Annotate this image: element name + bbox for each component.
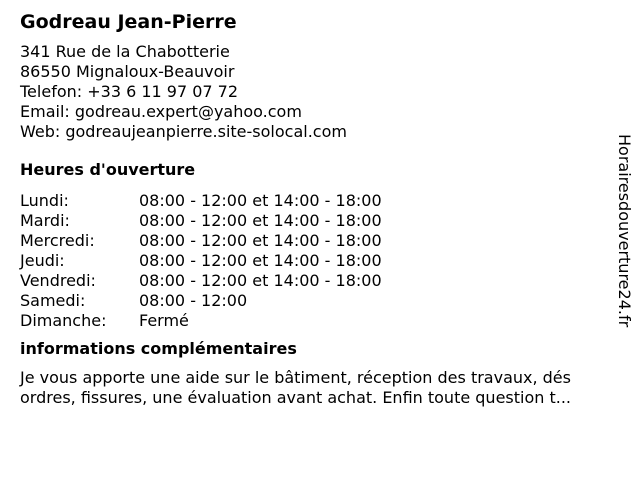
address-city: 86550 Mignaloux-Beauvoir — [20, 62, 235, 81]
hours-row-monday — [20, 191, 620, 211]
hours-time: 08:00 - 12:00 — [139, 291, 248, 310]
hours-day: Jeudi: — [20, 251, 65, 270]
hours-time: Fermé — [139, 311, 189, 330]
business-card — [20, 10, 620, 408]
hours-row-thursday — [20, 251, 620, 271]
hours-row-sunday — [20, 311, 620, 331]
hours-time: 08:00 - 12:00 et 14:00 - 18:00 — [139, 271, 382, 290]
hours-day: Vendredi: — [20, 271, 96, 290]
phone-line: Telefon: +33 6 11 97 07 72 — [20, 82, 239, 101]
hours-day: Dimanche: — [20, 311, 107, 330]
hours-row-tuesday — [20, 211, 620, 231]
hours-heading: Heures d'ouverture — [20, 160, 196, 179]
site-watermark: Horairesdouverture24.fr — [615, 134, 634, 328]
hours-day: Samedi: — [20, 291, 86, 310]
hours-day: Mardi: — [20, 211, 70, 230]
hours-time: 08:00 - 12:00 et 14:00 - 18:00 — [139, 251, 382, 270]
business-name: Godreau Jean-Pierre — [20, 11, 237, 33]
hours-table — [20, 191, 620, 331]
hours-row-friday — [20, 271, 620, 291]
info-heading: informations complémentaires — [20, 339, 297, 358]
info-text: Je vous apporte une aide sur le bâtiment, réception des travaux, dés ordres, fissures, une évaluation avant achat. Enfin toute question t... — [20, 368, 572, 407]
web-line: Web: godreaujeanpierre.site-solocal.com — [20, 122, 347, 141]
hours-row-wednesday — [20, 231, 620, 251]
hours-day: Mercredi: — [20, 231, 95, 250]
hours-time: 08:00 - 12:00 et 14:00 - 18:00 — [139, 211, 382, 230]
hours-row-saturday — [20, 291, 620, 311]
hours-day: Lundi: — [20, 191, 69, 210]
address-street: 341 Rue de la Chabotterie — [20, 42, 230, 61]
email-line: Email: godreau.expert@yahoo.com — [20, 102, 302, 121]
hours-time: 08:00 - 12:00 et 14:00 - 18:00 — [139, 231, 382, 250]
hours-time: 08:00 - 12:00 et 14:00 - 18:00 — [139, 191, 382, 210]
